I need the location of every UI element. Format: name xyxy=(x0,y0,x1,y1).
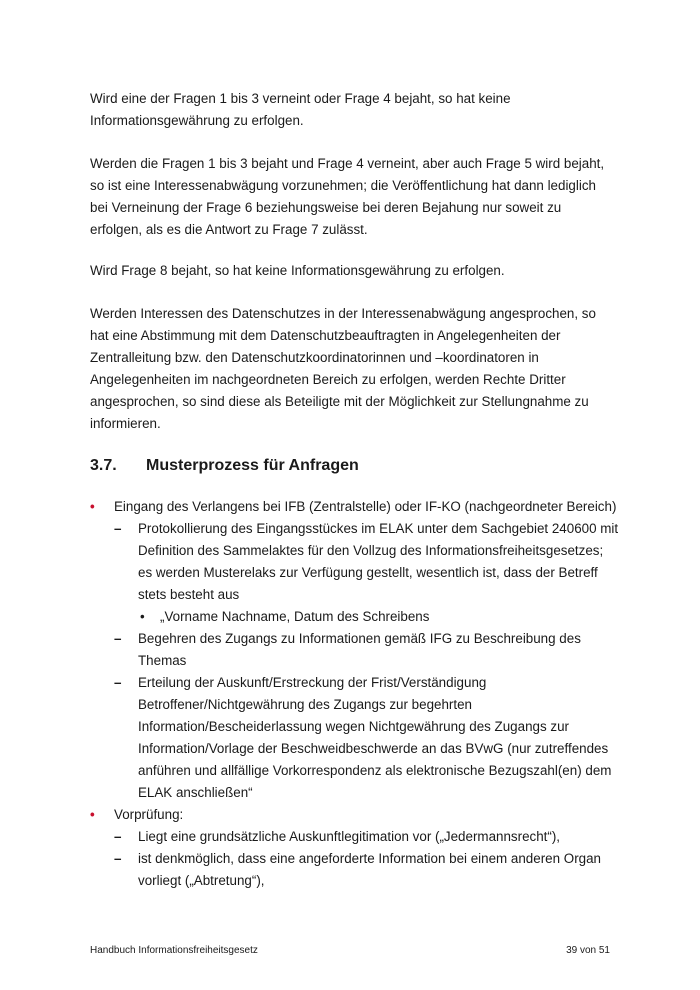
dot-marker: • xyxy=(140,609,145,624)
page-number: 39 von 51 xyxy=(566,945,610,956)
section-heading xyxy=(90,455,359,477)
list-item xyxy=(90,496,620,804)
sub-list-item xyxy=(90,672,620,804)
sub-sub-list xyxy=(138,606,620,628)
footer-title: Handbuch Informationsfreiheitsgesetz xyxy=(90,945,258,956)
sub-list-item-text: Begehren des Zugangs zu Informationen gemäß IFG zu Beschreibung des Themas xyxy=(138,631,581,668)
sub-list-item xyxy=(90,518,620,628)
list-item xyxy=(90,804,620,892)
list-item-text: Vorprüfung: xyxy=(114,807,184,822)
sub-list-item-text: Liegt eine grundsätzliche Auskunftlegitimation vor („Jedermannsrecht“), xyxy=(138,829,561,844)
sub-list-item-text: Erteilung der Auskunft/Erstreckung der Frist/Verständigung Betroffener/Nichtgewährung des Zugangs zur begehrten Information/Bescheiderlassung wegen Nichtgewährung des Zugangs zur Information/Vorlage der Beschweidbeschwerde an das BVwG (nur zutreffendes anführen und allfällige Vorkorrespondenz als elektronische Bezugszahl(en) dem ELAK anschließen“ xyxy=(138,675,612,800)
bullet-marker: • xyxy=(90,499,95,514)
dash-marker: – xyxy=(114,631,122,646)
sub-sub-list-item xyxy=(90,606,620,628)
sub-list xyxy=(114,826,620,892)
paragraph-1: Wird eine der Fragen 1 bis 3 verneint oder Frage 4 bejaht, so hat keine Informationsgewährung zu erfolgen. xyxy=(90,91,511,128)
paragraph-3: Wird Frage 8 bejaht, so hat keine Informationsgewährung zu erfolgen. xyxy=(90,263,505,278)
process-list xyxy=(90,496,620,892)
sub-sub-list-item-text: „Vorname Nachname, Datum des Schreibens xyxy=(160,609,430,624)
paragraph-2: Werden die Fragen 1 bis 3 bejaht und Frage 4 verneint, aber auch Frage 5 wird bejaht, so ist eine Interessenabwägung vorzunehmen; die Veröffentlichung hat dann lediglich bei Verneinung der Frage 6 beziehungsweise bei deren Bejahung nur soweit zu erfolgen, als es die Antwort zu Frage 7 zulässt. xyxy=(90,156,605,237)
section-number: 3.7. xyxy=(90,457,117,474)
dash-marker: – xyxy=(114,851,122,866)
sub-list-item xyxy=(90,628,620,672)
dash-marker: – xyxy=(114,829,122,844)
sub-list-item-text: Protokollierung des Eingangsstückes im ELAK unter dem Sachgebiet 240600 mit Definition des Sammelaktes für den Vollzug des Informationsfreiheitsgesetzes; es werden Musterelaks zur Verfügung gestellt, wesentlich ist, dass der Betreff stets besteht aus xyxy=(138,521,619,602)
list-item-text: Eingang des Verlangens bei IFB (Zentralstelle) oder IF-KO (nachgeordneter Bereich) xyxy=(114,499,617,514)
dash-marker: – xyxy=(114,521,122,536)
dash-marker: – xyxy=(114,675,122,690)
bullet-marker: • xyxy=(90,807,95,822)
sub-list-item-text: ist denkmöglich, dass eine angeforderte Information bei einem anderen Organ vorliegt („Abtretung“), xyxy=(138,851,601,888)
section-title: Musterprozess für Anfragen xyxy=(146,457,359,474)
sub-list-item xyxy=(90,848,620,892)
sub-list xyxy=(114,518,620,804)
sub-list-item xyxy=(90,826,620,848)
paragraph-4: Werden Interessen des Datenschutzes in der Interessenabwägung angesprochen, so hat eine Abstimmung mit dem Datenschutzbeauftragten in Angelegenheiten der Zentralleitung bzw. den Datenschutzkoordinatorinnen und –koordinatoren in Angelegenheiten im nachgeordneten Bereich zu erfolgen, werden Rechte Dritter angesprochen, so sind diese als Beteiligte mit der Möglichkeit zur Stellungnahme zu informieren. xyxy=(90,306,596,431)
